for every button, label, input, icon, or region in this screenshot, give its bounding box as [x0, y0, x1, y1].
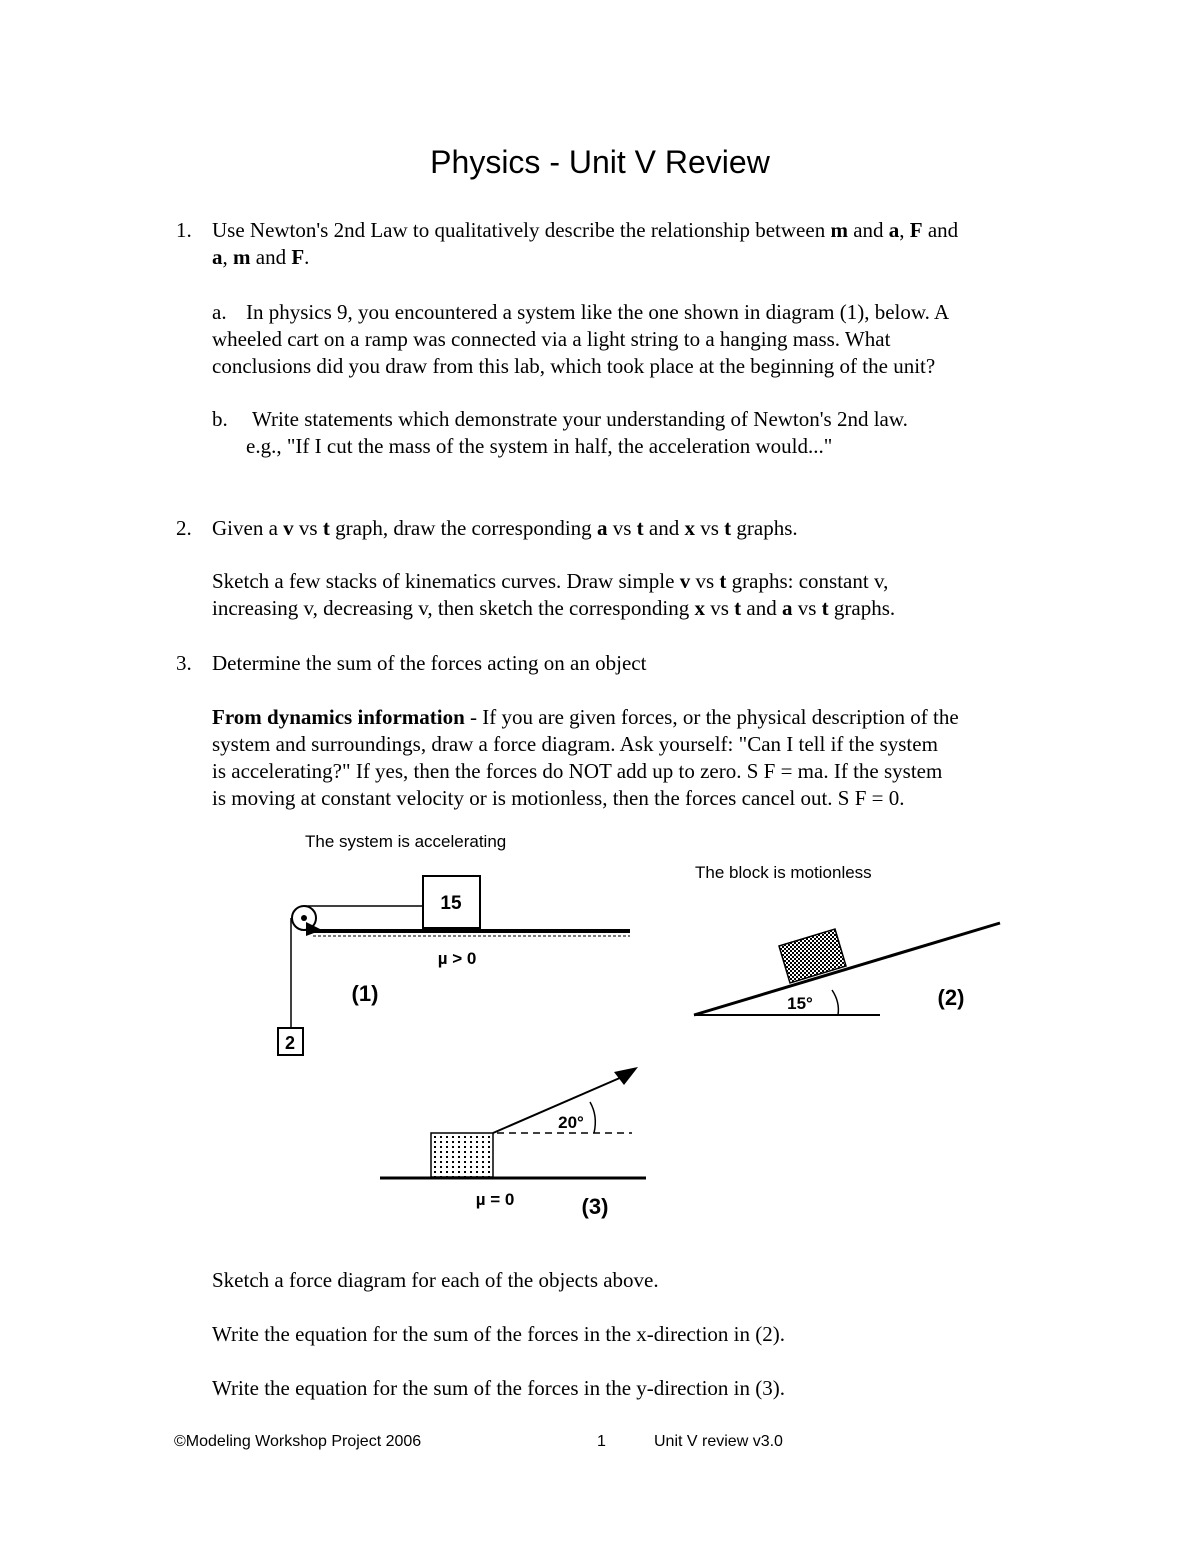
- d1-pulley-axle: [301, 915, 307, 921]
- d3-angle-label: 20°: [558, 1113, 584, 1132]
- d2-caption: The block is motionless: [695, 863, 872, 882]
- d3-force-arrowhead: [614, 1067, 638, 1085]
- diagram-3: [380, 1067, 646, 1219]
- d1-caption: The system is accelerating: [305, 832, 507, 851]
- q3-para-line-3: is accelerating?" If yes, then the forces do NOT add up to zero. S F = ma. If the system: [212, 759, 943, 783]
- d1-cart-mass: 15: [440, 893, 462, 914]
- d2-block: [779, 929, 846, 983]
- q2-sketch-line-1: Sketch a few stacks of kinematics curves. Draw simple v vs t graphs: constant v,: [212, 569, 889, 593]
- footer-version: Unit V review v3.0: [654, 1433, 783, 1450]
- q2-line-1: Given a v vs t graph, draw the corresponding a vs t and x vs t graphs.: [212, 516, 798, 540]
- q3-para-line-1: From dynamics information - If you are given forces, or the physical description of the: [212, 705, 959, 729]
- q1-line-2: a, m and F.: [212, 245, 310, 269]
- task-2: Write the equation for the sum of the forces in the x-direction in (2).: [212, 1322, 785, 1346]
- d2-angle-label: 15°: [787, 994, 813, 1013]
- q3-para-line-4: is moving at constant velocity or is motionless, then the forces cancel out. S F = 0.: [212, 786, 905, 810]
- diagram-2: [694, 863, 1000, 1015]
- q1-line-1: Use Newton's 2nd Law to qualitatively describe the relationship between m and a, F and: [212, 218, 959, 242]
- q1-part-a-line-2: wheeled cart on a ramp was connected via a light string to a hanging mass. What: [212, 327, 891, 351]
- footer-page-number: 1: [597, 1433, 606, 1450]
- q1-number: 1.: [176, 218, 192, 242]
- d2-angle-arc: [832, 990, 838, 1015]
- d1-hanging-mass: 2: [284, 1033, 296, 1053]
- d3-angle-arc: [590, 1102, 595, 1133]
- q1-part-b-label: b.: [212, 407, 228, 431]
- d3-label: (3): [581, 1194, 609, 1219]
- q1-part-b-line-2: e.g., "If I cut the mass of the system in half, the acceleration would...": [246, 434, 833, 458]
- diagram-1: [278, 832, 630, 1055]
- d1-friction-label: µ > 0: [437, 949, 477, 968]
- q2-number: 2.: [176, 516, 192, 540]
- task-1: Sketch a force diagram for each of the objects above.: [212, 1268, 659, 1292]
- q3-number: 3.: [176, 651, 192, 675]
- d3-block: [431, 1133, 493, 1177]
- q1-part-a-line-3: conclusions did you draw from this lab, which took place at the beginning of the unit?: [212, 354, 936, 378]
- q3-line-1: Determine the sum of the forces acting on an object: [212, 651, 647, 675]
- q2-sketch-line-2: increasing v, decreasing v, then sketch the corresponding x vs t and a vs t graphs.: [212, 596, 896, 620]
- q1-part-a-label: a.: [212, 300, 227, 324]
- task-3: Write the equation for the sum of the forces in the y-direction in (3).: [212, 1376, 785, 1400]
- d3-friction-label: µ = 0: [475, 1190, 515, 1209]
- q1-part-a-line-1: In physics 9, you encountered a system like the one shown in diagram (1), below. A: [246, 300, 950, 324]
- page-title: Physics - Unit V Review: [430, 144, 770, 180]
- q1-part-b-line-1: Write statements which demonstrate your understanding of Newton's 2nd law.: [252, 407, 908, 431]
- d2-label: (2): [937, 985, 965, 1010]
- q3-para-line-2: system and surroundings, draw a force diagram. Ask yourself: "Can I tell if the system: [212, 732, 938, 756]
- d1-label: (1): [351, 981, 379, 1006]
- footer-copyright: ©Modeling Workshop Project 2006: [174, 1433, 422, 1450]
- d1-table-surface: [313, 929, 630, 933]
